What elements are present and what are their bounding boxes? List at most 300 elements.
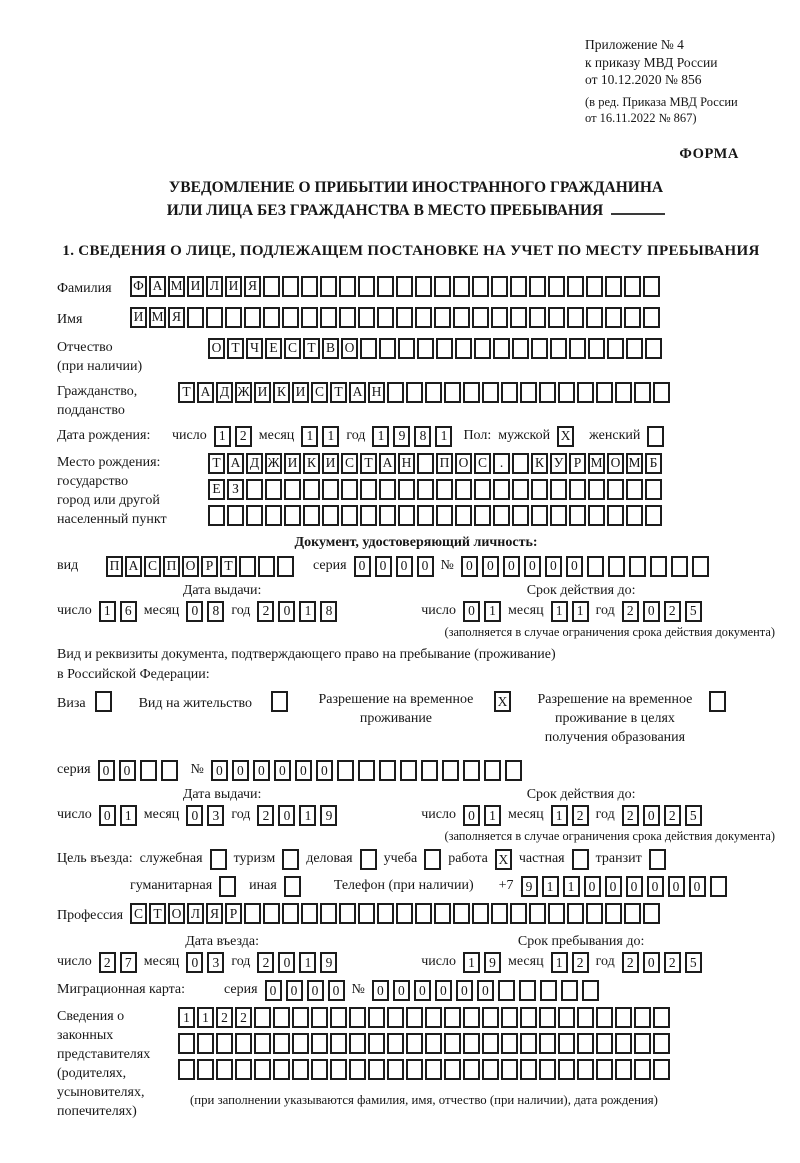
char-cell[interactable]: 0: [647, 876, 664, 897]
char-cell[interactable]: И: [225, 276, 242, 297]
char-cell[interactable]: [607, 505, 624, 526]
char-cell[interactable]: [311, 1033, 328, 1054]
char-cell[interactable]: [634, 1007, 651, 1028]
char-cell[interactable]: Т: [220, 556, 237, 577]
char-cell[interactable]: 0: [396, 556, 413, 577]
char-cell[interactable]: [349, 1059, 366, 1080]
char-cell[interactable]: 9: [484, 952, 501, 973]
char-cell[interactable]: [587, 556, 604, 577]
char-cell[interactable]: 2: [99, 952, 116, 973]
char-cell[interactable]: [360, 338, 377, 359]
char-cell[interactable]: 1: [299, 805, 316, 826]
temp-permit-checkbox[interactable]: X: [494, 691, 511, 712]
char-cell[interactable]: [453, 903, 470, 924]
char-cell[interactable]: [187, 307, 204, 328]
char-cell[interactable]: О: [182, 556, 199, 577]
char-cell[interactable]: А: [227, 453, 244, 474]
char-cell[interactable]: 0: [354, 556, 371, 577]
char-cell[interactable]: [415, 276, 432, 297]
char-cell[interactable]: М: [149, 307, 166, 328]
char-cell[interactable]: [273, 1059, 290, 1080]
char-cell[interactable]: [263, 276, 280, 297]
char-cell[interactable]: [358, 276, 375, 297]
char-cell[interactable]: 0: [643, 601, 660, 622]
char-cell[interactable]: [349, 1007, 366, 1028]
char-cell[interactable]: [550, 479, 567, 500]
char-cell[interactable]: 0: [456, 980, 473, 1001]
char-cell[interactable]: 2: [257, 805, 274, 826]
char-cell[interactable]: [558, 1059, 575, 1080]
char-cell[interactable]: С: [144, 556, 161, 577]
char-cell[interactable]: [472, 307, 489, 328]
char-cell[interactable]: [425, 1033, 442, 1054]
char-cell[interactable]: [292, 1059, 309, 1080]
char-cell[interactable]: [512, 505, 529, 526]
char-cell[interactable]: [588, 479, 605, 500]
char-cell[interactable]: 6: [120, 601, 137, 622]
char-cell[interactable]: [396, 903, 413, 924]
char-cell[interactable]: 1: [563, 876, 580, 897]
char-cell[interactable]: 0: [689, 876, 706, 897]
char-cell[interactable]: Н: [398, 453, 415, 474]
char-cell[interactable]: [320, 276, 337, 297]
char-cell[interactable]: 1: [178, 1007, 195, 1028]
char-cell[interactable]: [368, 1059, 385, 1080]
char-cell[interactable]: 0: [626, 876, 643, 897]
char-cell[interactable]: Б: [645, 453, 662, 474]
char-cell[interactable]: 1: [484, 601, 501, 622]
char-cell[interactable]: К: [303, 453, 320, 474]
char-cell[interactable]: [453, 307, 470, 328]
char-cell[interactable]: [519, 980, 536, 1001]
char-cell[interactable]: [216, 1059, 233, 1080]
char-cell[interactable]: [501, 1033, 518, 1054]
char-cell[interactable]: [235, 1033, 252, 1054]
char-cell[interactable]: [406, 1007, 423, 1028]
char-cell[interactable]: [246, 505, 263, 526]
char-cell[interactable]: [607, 338, 624, 359]
char-cell[interactable]: [225, 307, 242, 328]
char-cell[interactable]: 1: [214, 426, 231, 447]
char-cell[interactable]: Р: [201, 556, 218, 577]
char-cell[interactable]: [301, 276, 318, 297]
char-cell[interactable]: [577, 1007, 594, 1028]
char-cell[interactable]: 0: [417, 556, 434, 577]
char-cell[interactable]: 0: [211, 760, 228, 781]
char-cell[interactable]: 1: [299, 601, 316, 622]
char-cell[interactable]: [444, 1033, 461, 1054]
char-cell[interactable]: [624, 903, 641, 924]
char-cell[interactable]: 0: [232, 760, 249, 781]
char-cell[interactable]: 1: [99, 601, 116, 622]
char-cell[interactable]: 0: [482, 556, 499, 577]
char-cell[interactable]: [322, 505, 339, 526]
char-cell[interactable]: [206, 307, 223, 328]
char-cell[interactable]: [358, 903, 375, 924]
char-cell[interactable]: [341, 505, 358, 526]
char-cell[interactable]: 1: [463, 952, 480, 973]
char-cell[interactable]: О: [208, 338, 225, 359]
char-cell[interactable]: [586, 307, 603, 328]
char-cell[interactable]: [561, 980, 578, 1001]
char-cell[interactable]: [474, 479, 491, 500]
char-cell[interactable]: [558, 1033, 575, 1054]
char-cell[interactable]: 0: [99, 805, 116, 826]
char-cell[interactable]: 8: [414, 426, 431, 447]
char-cell[interactable]: [529, 307, 546, 328]
char-cell[interactable]: 2: [235, 426, 252, 447]
char-cell[interactable]: [398, 505, 415, 526]
char-cell[interactable]: [303, 505, 320, 526]
char-cell[interactable]: [284, 479, 301, 500]
purpose-transit-checkbox[interactable]: [649, 849, 666, 870]
char-cell[interactable]: С: [311, 382, 328, 403]
char-cell[interactable]: [330, 1033, 347, 1054]
char-cell[interactable]: 0: [463, 805, 480, 826]
char-cell[interactable]: [484, 760, 501, 781]
char-cell[interactable]: [512, 338, 529, 359]
char-cell[interactable]: Ф: [130, 276, 147, 297]
char-cell[interactable]: [539, 1059, 556, 1080]
char-cell[interactable]: [273, 1007, 290, 1028]
char-cell[interactable]: [455, 479, 472, 500]
char-cell[interactable]: 0: [278, 805, 295, 826]
char-cell[interactable]: 9: [393, 426, 410, 447]
char-cell[interactable]: 9: [320, 952, 337, 973]
char-cell[interactable]: 0: [435, 980, 452, 1001]
char-cell[interactable]: 1: [435, 426, 452, 447]
char-cell[interactable]: [463, 760, 480, 781]
char-cell[interactable]: [567, 903, 584, 924]
char-cell[interactable]: [339, 903, 356, 924]
sex-female-checkbox[interactable]: [647, 426, 664, 447]
char-cell[interactable]: О: [341, 338, 358, 359]
char-cell[interactable]: [292, 1033, 309, 1054]
char-cell[interactable]: [650, 556, 667, 577]
char-cell[interactable]: О: [455, 453, 472, 474]
char-cell[interactable]: Ж: [235, 382, 252, 403]
char-cell[interactable]: [653, 1033, 670, 1054]
char-cell[interactable]: 0: [524, 556, 541, 577]
char-cell[interactable]: [615, 1007, 632, 1028]
char-cell[interactable]: [341, 479, 358, 500]
purpose-private-checkbox[interactable]: [572, 849, 589, 870]
char-cell[interactable]: С: [474, 453, 491, 474]
char-cell[interactable]: [548, 276, 565, 297]
char-cell[interactable]: Л: [206, 276, 223, 297]
char-cell[interactable]: [417, 453, 434, 474]
char-cell[interactable]: 5: [685, 952, 702, 973]
char-cell[interactable]: [493, 479, 510, 500]
char-cell[interactable]: 1: [322, 426, 339, 447]
char-cell[interactable]: Т: [227, 338, 244, 359]
char-cell[interactable]: 0: [605, 876, 622, 897]
char-cell[interactable]: 0: [545, 556, 562, 577]
char-cell[interactable]: 0: [328, 980, 345, 1001]
char-cell[interactable]: 5: [685, 805, 702, 826]
char-cell[interactable]: [615, 1059, 632, 1080]
char-cell[interactable]: [501, 1007, 518, 1028]
char-cell[interactable]: 2: [257, 601, 274, 622]
char-cell[interactable]: [550, 338, 567, 359]
char-cell[interactable]: И: [284, 453, 301, 474]
char-cell[interactable]: [387, 1033, 404, 1054]
char-cell[interactable]: 1: [542, 876, 559, 897]
char-cell[interactable]: [501, 382, 518, 403]
char-cell[interactable]: [615, 1033, 632, 1054]
char-cell[interactable]: [263, 903, 280, 924]
char-cell[interactable]: [558, 382, 575, 403]
char-cell[interactable]: Д: [216, 382, 233, 403]
char-cell[interactable]: [330, 1007, 347, 1028]
char-cell[interactable]: [588, 505, 605, 526]
char-cell[interactable]: 8: [320, 601, 337, 622]
char-cell[interactable]: 2: [664, 952, 681, 973]
char-cell[interactable]: [396, 276, 413, 297]
char-cell[interactable]: [482, 382, 499, 403]
char-cell[interactable]: [624, 307, 641, 328]
char-cell[interactable]: 9: [521, 876, 538, 897]
char-cell[interactable]: [520, 1059, 537, 1080]
char-cell[interactable]: О: [168, 903, 185, 924]
char-cell[interactable]: 0: [643, 805, 660, 826]
char-cell[interactable]: [710, 876, 727, 897]
char-cell[interactable]: [463, 1059, 480, 1080]
char-cell[interactable]: [569, 479, 586, 500]
char-cell[interactable]: [436, 338, 453, 359]
char-cell[interactable]: 1: [197, 1007, 214, 1028]
char-cell[interactable]: К: [273, 382, 290, 403]
char-cell[interactable]: 2: [622, 805, 639, 826]
char-cell[interactable]: [425, 382, 442, 403]
char-cell[interactable]: [653, 1059, 670, 1080]
char-cell[interactable]: П: [163, 556, 180, 577]
char-cell[interactable]: [254, 1033, 271, 1054]
char-cell[interactable]: [548, 307, 565, 328]
char-cell[interactable]: [254, 1059, 271, 1080]
char-cell[interactable]: А: [149, 276, 166, 297]
char-cell[interactable]: [161, 760, 178, 781]
temp-permit-edu-checkbox[interactable]: [709, 691, 726, 712]
char-cell[interactable]: [529, 276, 546, 297]
char-cell[interactable]: [577, 1033, 594, 1054]
char-cell[interactable]: 0: [253, 760, 270, 781]
char-cell[interactable]: 2: [664, 805, 681, 826]
char-cell[interactable]: [436, 505, 453, 526]
char-cell[interactable]: [455, 338, 472, 359]
char-cell[interactable]: 0: [98, 760, 115, 781]
char-cell[interactable]: [339, 307, 356, 328]
char-cell[interactable]: [379, 338, 396, 359]
char-cell[interactable]: [671, 556, 688, 577]
char-cell[interactable]: И: [130, 307, 147, 328]
char-cell[interactable]: [608, 556, 625, 577]
char-cell[interactable]: 1: [120, 805, 137, 826]
char-cell[interactable]: [596, 1059, 613, 1080]
char-cell[interactable]: [444, 382, 461, 403]
char-cell[interactable]: [645, 338, 662, 359]
char-cell[interactable]: П: [106, 556, 123, 577]
char-cell[interactable]: Т: [149, 903, 166, 924]
char-cell[interactable]: [379, 505, 396, 526]
char-cell[interactable]: 1: [301, 426, 318, 447]
char-cell[interactable]: [453, 276, 470, 297]
char-cell[interactable]: [406, 382, 423, 403]
char-cell[interactable]: 2: [572, 805, 589, 826]
char-cell[interactable]: [301, 903, 318, 924]
char-cell[interactable]: [417, 338, 434, 359]
char-cell[interactable]: У: [550, 453, 567, 474]
char-cell[interactable]: [258, 556, 275, 577]
char-cell[interactable]: 2: [572, 952, 589, 973]
char-cell[interactable]: 7: [120, 952, 137, 973]
char-cell[interactable]: [398, 338, 415, 359]
char-cell[interactable]: [436, 479, 453, 500]
char-cell[interactable]: [140, 760, 157, 781]
char-cell[interactable]: [498, 980, 515, 1001]
char-cell[interactable]: Т: [360, 453, 377, 474]
char-cell[interactable]: [442, 760, 459, 781]
char-cell[interactable]: 1: [551, 805, 568, 826]
char-cell[interactable]: [292, 1007, 309, 1028]
char-cell[interactable]: [379, 479, 396, 500]
char-cell[interactable]: А: [349, 382, 366, 403]
char-cell[interactable]: [605, 276, 622, 297]
char-cell[interactable]: [643, 276, 660, 297]
char-cell[interactable]: [588, 338, 605, 359]
char-cell[interactable]: 0: [307, 980, 324, 1001]
char-cell[interactable]: [360, 505, 377, 526]
char-cell[interactable]: [421, 760, 438, 781]
char-cell[interactable]: А: [125, 556, 142, 577]
char-cell[interactable]: [227, 505, 244, 526]
char-cell[interactable]: Р: [225, 903, 242, 924]
char-cell[interactable]: [512, 453, 529, 474]
char-cell[interactable]: [358, 307, 375, 328]
purpose-work-checkbox[interactable]: X: [495, 849, 512, 870]
char-cell[interactable]: [406, 1059, 423, 1080]
char-cell[interactable]: [626, 479, 643, 500]
char-cell[interactable]: [387, 1007, 404, 1028]
char-cell[interactable]: 0: [119, 760, 136, 781]
char-cell[interactable]: [282, 307, 299, 328]
char-cell[interactable]: А: [197, 382, 214, 403]
char-cell[interactable]: [626, 338, 643, 359]
char-cell[interactable]: И: [254, 382, 271, 403]
char-cell[interactable]: [265, 479, 282, 500]
char-cell[interactable]: [320, 307, 337, 328]
char-cell[interactable]: [396, 307, 413, 328]
char-cell[interactable]: 2: [216, 1007, 233, 1028]
char-cell[interactable]: [567, 307, 584, 328]
char-cell[interactable]: Я: [168, 307, 185, 328]
char-cell[interactable]: [482, 1007, 499, 1028]
char-cell[interactable]: [586, 276, 603, 297]
char-cell[interactable]: [548, 903, 565, 924]
char-cell[interactable]: [653, 382, 670, 403]
char-cell[interactable]: [505, 760, 522, 781]
char-cell[interactable]: 0: [265, 980, 282, 1001]
char-cell[interactable]: [491, 276, 508, 297]
char-cell[interactable]: М: [168, 276, 185, 297]
char-cell[interactable]: [322, 479, 339, 500]
char-cell[interactable]: 0: [375, 556, 392, 577]
char-cell[interactable]: [491, 903, 508, 924]
char-cell[interactable]: [643, 903, 660, 924]
char-cell[interactable]: З: [227, 479, 244, 500]
char-cell[interactable]: [434, 276, 451, 297]
char-cell[interactable]: 2: [622, 952, 639, 973]
char-cell[interactable]: 2: [257, 952, 274, 973]
char-cell[interactable]: [360, 479, 377, 500]
char-cell[interactable]: 0: [477, 980, 494, 1001]
char-cell[interactable]: Н: [368, 382, 385, 403]
purpose-official-checkbox[interactable]: [210, 849, 227, 870]
char-cell[interactable]: [493, 338, 510, 359]
char-cell[interactable]: Л: [187, 903, 204, 924]
purpose-business-checkbox[interactable]: [360, 849, 377, 870]
char-cell[interactable]: К: [531, 453, 548, 474]
char-cell[interactable]: [510, 903, 527, 924]
char-cell[interactable]: [417, 505, 434, 526]
char-cell[interactable]: 0: [286, 980, 303, 1001]
char-cell[interactable]: [605, 307, 622, 328]
residence-permit-checkbox[interactable]: [271, 691, 288, 712]
char-cell[interactable]: [282, 903, 299, 924]
char-cell[interactable]: 9: [320, 805, 337, 826]
char-cell[interactable]: [239, 556, 256, 577]
char-cell[interactable]: [400, 760, 417, 781]
char-cell[interactable]: [645, 479, 662, 500]
char-cell[interactable]: 1: [372, 426, 389, 447]
char-cell[interactable]: [415, 307, 432, 328]
char-cell[interactable]: 0: [503, 556, 520, 577]
char-cell[interactable]: 0: [643, 952, 660, 973]
char-cell[interactable]: [368, 1033, 385, 1054]
char-cell[interactable]: [339, 276, 356, 297]
char-cell[interactable]: И: [292, 382, 309, 403]
char-cell[interactable]: И: [322, 453, 339, 474]
char-cell[interactable]: [501, 1059, 518, 1080]
char-cell[interactable]: Я: [244, 276, 261, 297]
char-cell[interactable]: 0: [668, 876, 685, 897]
char-cell[interactable]: 2: [235, 1007, 252, 1028]
char-cell[interactable]: [387, 1059, 404, 1080]
char-cell[interactable]: [569, 338, 586, 359]
char-cell[interactable]: [377, 307, 394, 328]
char-cell[interactable]: [596, 1007, 613, 1028]
char-cell[interactable]: Д: [246, 453, 263, 474]
char-cell[interactable]: [634, 382, 651, 403]
char-cell[interactable]: [377, 903, 394, 924]
char-cell[interactable]: [474, 338, 491, 359]
char-cell[interactable]: [520, 1007, 537, 1028]
char-cell[interactable]: 0: [316, 760, 333, 781]
char-cell[interactable]: О: [607, 453, 624, 474]
char-cell[interactable]: [586, 903, 603, 924]
char-cell[interactable]: [417, 479, 434, 500]
char-cell[interactable]: [284, 505, 301, 526]
char-cell[interactable]: [512, 479, 529, 500]
char-cell[interactable]: [629, 556, 646, 577]
char-cell[interactable]: Ч: [246, 338, 263, 359]
char-cell[interactable]: [482, 1059, 499, 1080]
char-cell[interactable]: П: [436, 453, 453, 474]
char-cell[interactable]: [463, 1033, 480, 1054]
char-cell[interactable]: [510, 276, 527, 297]
char-cell[interactable]: [301, 307, 318, 328]
char-cell[interactable]: С: [341, 453, 358, 474]
